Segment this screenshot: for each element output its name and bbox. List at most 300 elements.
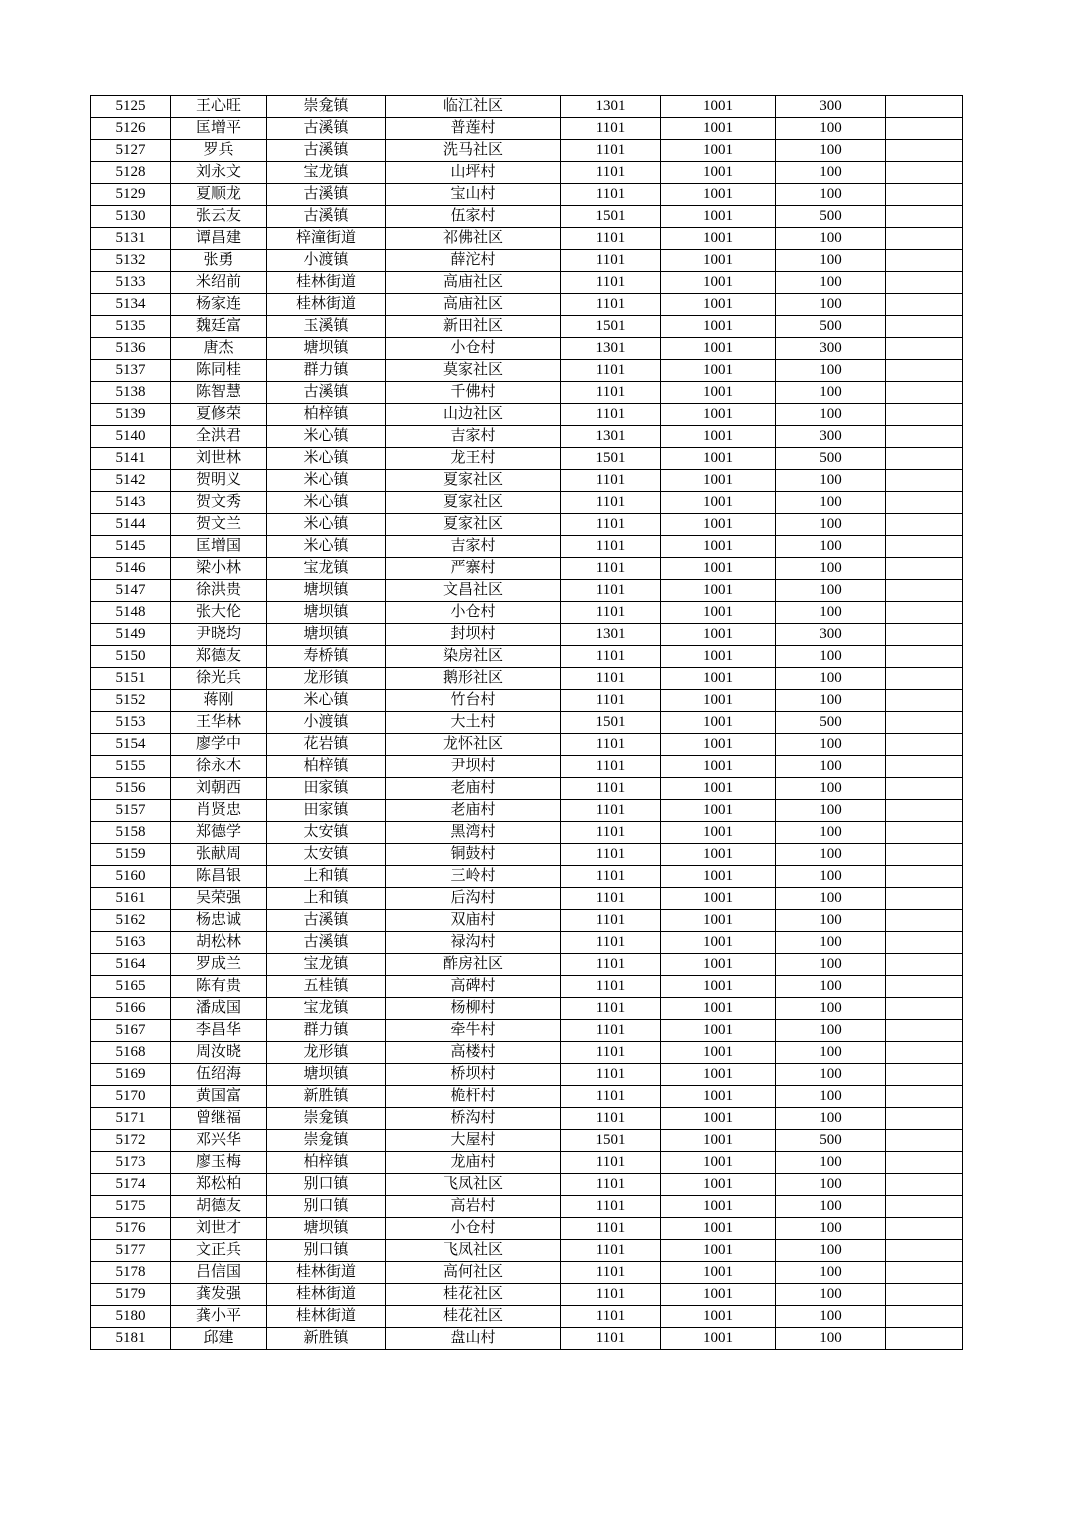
table-cell-village: 桂花社区 xyxy=(386,1306,561,1328)
table-cell-amount1: 1101 xyxy=(561,932,661,954)
table-cell-town: 米心镇 xyxy=(267,536,386,558)
table-cell-id: 5150 xyxy=(91,646,171,668)
table-cell-amount1: 1101 xyxy=(561,184,661,206)
table-cell-amount1: 1101 xyxy=(561,536,661,558)
table-cell-id: 5173 xyxy=(91,1152,171,1174)
table-cell-amount2: 1001 xyxy=(661,1196,776,1218)
table-row xyxy=(91,250,963,272)
table-row xyxy=(91,822,963,844)
table-row xyxy=(91,998,963,1020)
table-cell-amount1: 1101 xyxy=(561,1240,661,1262)
table-cell-amount3: 100 xyxy=(776,382,886,404)
table-cell-village: 伍家村 xyxy=(386,206,561,228)
table-cell-town: 崇龛镇 xyxy=(267,1130,386,1152)
table-cell-id: 5164 xyxy=(91,954,171,976)
table-cell-amount3: 100 xyxy=(776,404,886,426)
table-cell-amount1: 1301 xyxy=(561,96,661,118)
table-cell-amount1: 1101 xyxy=(561,294,661,316)
table-cell-blank xyxy=(886,206,963,228)
table-cell-amount3: 100 xyxy=(776,580,886,602)
table-cell-village: 山边社区 xyxy=(386,404,561,426)
table-cell-id: 5172 xyxy=(91,1130,171,1152)
table-cell-town: 古溪镇 xyxy=(267,118,386,140)
table-row xyxy=(91,800,963,822)
table-cell-blank xyxy=(886,1108,963,1130)
table-cell-town: 小渡镇 xyxy=(267,250,386,272)
table-cell-amount3: 100 xyxy=(776,800,886,822)
table-cell-blank xyxy=(886,360,963,382)
table-cell-blank xyxy=(886,866,963,888)
table-cell-town: 别口镇 xyxy=(267,1196,386,1218)
table-cell-blank xyxy=(886,844,963,866)
table-cell-town: 柏梓镇 xyxy=(267,1152,386,1174)
table-cell-village: 高楼村 xyxy=(386,1042,561,1064)
table-cell-amount3: 100 xyxy=(776,998,886,1020)
table-cell-amount1: 1101 xyxy=(561,1020,661,1042)
table-cell-name: 曾继福 xyxy=(171,1108,267,1130)
table-cell-village: 飞凤社区 xyxy=(386,1240,561,1262)
table-cell-amount2: 1001 xyxy=(661,1240,776,1262)
table-cell-name: 黄国富 xyxy=(171,1086,267,1108)
table-cell-town: 崇龛镇 xyxy=(267,1108,386,1130)
table-row xyxy=(91,888,963,910)
table-cell-name: 贺文秀 xyxy=(171,492,267,514)
table-cell-town: 新胜镇 xyxy=(267,1328,386,1350)
table-cell-amount3: 500 xyxy=(776,448,886,470)
table-cell-amount3: 300 xyxy=(776,426,886,448)
table-cell-id: 5166 xyxy=(91,998,171,1020)
table-row xyxy=(91,162,963,184)
table-cell-amount2: 1001 xyxy=(661,734,776,756)
table-cell-amount2: 1001 xyxy=(661,976,776,998)
table-cell-amount2: 1001 xyxy=(661,404,776,426)
table-cell-town: 塘坝镇 xyxy=(267,1218,386,1240)
table-cell-amount1: 1101 xyxy=(561,1152,661,1174)
table-cell-amount2: 1001 xyxy=(661,558,776,580)
table-row xyxy=(91,844,963,866)
table-row xyxy=(91,1130,963,1152)
table-cell-town: 桂林街道 xyxy=(267,272,386,294)
table-cell-town: 群力镇 xyxy=(267,360,386,382)
table-cell-amount3: 300 xyxy=(776,96,886,118)
table-cell-blank xyxy=(886,932,963,954)
table-cell-amount3: 100 xyxy=(776,1284,886,1306)
table-cell-village: 吉家村 xyxy=(386,426,561,448)
table-cell-blank xyxy=(886,184,963,206)
table-cell-name: 郑德友 xyxy=(171,646,267,668)
table-cell-town: 崇龛镇 xyxy=(267,96,386,118)
table-cell-town: 柏梓镇 xyxy=(267,756,386,778)
table-cell-id: 5165 xyxy=(91,976,171,998)
table-cell-amount3: 100 xyxy=(776,140,886,162)
table-cell-town: 宝龙镇 xyxy=(267,998,386,1020)
table-cell-amount2: 1001 xyxy=(661,668,776,690)
table-cell-amount3: 100 xyxy=(776,492,886,514)
table-cell-amount2: 1001 xyxy=(661,1130,776,1152)
table-row xyxy=(91,976,963,998)
table-cell-village: 小仓村 xyxy=(386,602,561,624)
table-cell-amount1: 1101 xyxy=(561,1262,661,1284)
table-cell-village: 三岭村 xyxy=(386,866,561,888)
table-cell-amount3: 100 xyxy=(776,250,886,272)
table-cell-name: 肖贤忠 xyxy=(171,800,267,822)
table-cell-village: 酢房社区 xyxy=(386,954,561,976)
table-cell-town: 别口镇 xyxy=(267,1174,386,1196)
table-cell-name: 张大伦 xyxy=(171,602,267,624)
table-cell-name: 张云友 xyxy=(171,206,267,228)
table-cell-name: 杨忠诚 xyxy=(171,910,267,932)
table-row xyxy=(91,1020,963,1042)
table-row xyxy=(91,580,963,602)
table-cell-amount2: 1001 xyxy=(661,1262,776,1284)
table-cell-name: 郑德学 xyxy=(171,822,267,844)
table-cell-amount1: 1101 xyxy=(561,800,661,822)
table-cell-blank xyxy=(886,822,963,844)
table-cell-amount2: 1001 xyxy=(661,888,776,910)
table-cell-blank xyxy=(886,162,963,184)
table-row xyxy=(91,624,963,646)
table-cell-village: 祁佛社区 xyxy=(386,228,561,250)
table-cell-id: 5162 xyxy=(91,910,171,932)
table-cell-village: 后沟村 xyxy=(386,888,561,910)
table-cell-amount1: 1101 xyxy=(561,250,661,272)
table-cell-amount2: 1001 xyxy=(661,382,776,404)
table-cell-village: 莫家社区 xyxy=(386,360,561,382)
table-cell-name: 邱建 xyxy=(171,1328,267,1350)
table-cell-amount3: 300 xyxy=(776,624,886,646)
table-cell-name: 廖玉梅 xyxy=(171,1152,267,1174)
table-cell-amount2: 1001 xyxy=(661,96,776,118)
table-cell-blank xyxy=(886,1284,963,1306)
table-cell-village: 宝山村 xyxy=(386,184,561,206)
table-cell-id: 5158 xyxy=(91,822,171,844)
table-cell-id: 5146 xyxy=(91,558,171,580)
table-cell-name: 徐洪贵 xyxy=(171,580,267,602)
table-cell-village: 夏家社区 xyxy=(386,514,561,536)
table-cell-name: 吴荣强 xyxy=(171,888,267,910)
table-cell-town: 太安镇 xyxy=(267,844,386,866)
table-cell-amount1: 1101 xyxy=(561,1306,661,1328)
table-row xyxy=(91,316,963,338)
table-cell-amount2: 1001 xyxy=(661,646,776,668)
table-cell-id: 5131 xyxy=(91,228,171,250)
table-row xyxy=(91,184,963,206)
table-cell-town: 龙形镇 xyxy=(267,1042,386,1064)
table-cell-name: 文正兵 xyxy=(171,1240,267,1262)
table-row xyxy=(91,646,963,668)
table-cell-amount2: 1001 xyxy=(661,1152,776,1174)
table-cell-id: 5148 xyxy=(91,602,171,624)
table-cell-town: 别口镇 xyxy=(267,1240,386,1262)
table-cell-amount1: 1301 xyxy=(561,426,661,448)
table-cell-name: 夏顺龙 xyxy=(171,184,267,206)
table-cell-name: 周汝晓 xyxy=(171,1042,267,1064)
table-cell-name: 全洪君 xyxy=(171,426,267,448)
table-cell-name: 伍绍海 xyxy=(171,1064,267,1086)
table-row xyxy=(91,492,963,514)
table-cell-village: 桥沟村 xyxy=(386,1108,561,1130)
table-cell-town: 太安镇 xyxy=(267,822,386,844)
table-cell-town: 群力镇 xyxy=(267,1020,386,1042)
table-cell-id: 5154 xyxy=(91,734,171,756)
table-cell-amount2: 1001 xyxy=(661,1020,776,1042)
table-cell-village: 千佛村 xyxy=(386,382,561,404)
table-cell-town: 寿桥镇 xyxy=(267,646,386,668)
table-cell-amount2: 1001 xyxy=(661,580,776,602)
table-row xyxy=(91,118,963,140)
table-cell-name: 尹晓均 xyxy=(171,624,267,646)
table-cell-id: 5152 xyxy=(91,690,171,712)
table-cell-amount1: 1101 xyxy=(561,888,661,910)
table-row xyxy=(91,1328,963,1350)
table-row xyxy=(91,668,963,690)
table-row xyxy=(91,1218,963,1240)
table-cell-amount3: 100 xyxy=(776,1174,886,1196)
table-cell-amount2: 1001 xyxy=(661,1086,776,1108)
table-cell-name: 李昌华 xyxy=(171,1020,267,1042)
table-cell-name: 陈同桂 xyxy=(171,360,267,382)
table-cell-amount2: 1001 xyxy=(661,1284,776,1306)
table-cell-id: 5177 xyxy=(91,1240,171,1262)
table-cell-name: 谭昌建 xyxy=(171,228,267,250)
table-cell-blank xyxy=(886,1130,963,1152)
table-cell-amount3: 100 xyxy=(776,822,886,844)
table-cell-blank xyxy=(886,1042,963,1064)
table-cell-blank xyxy=(886,536,963,558)
table-cell-id: 5143 xyxy=(91,492,171,514)
table-cell-town: 梓潼街道 xyxy=(267,228,386,250)
table-cell-amount3: 100 xyxy=(776,1020,886,1042)
table-cell-town: 米心镇 xyxy=(267,492,386,514)
table-cell-amount1: 1101 xyxy=(561,558,661,580)
table-cell-village: 鹅形社区 xyxy=(386,668,561,690)
table-cell-amount1: 1101 xyxy=(561,1108,661,1130)
table-cell-blank xyxy=(886,646,963,668)
table-cell-amount3: 100 xyxy=(776,690,886,712)
table-cell-amount2: 1001 xyxy=(661,492,776,514)
table-cell-amount2: 1001 xyxy=(661,778,776,800)
table-cell-name: 徐光兵 xyxy=(171,668,267,690)
table-cell-town: 田家镇 xyxy=(267,778,386,800)
table-cell-amount2: 1001 xyxy=(661,184,776,206)
table-cell-village: 夏家社区 xyxy=(386,470,561,492)
table-cell-amount2: 1001 xyxy=(661,118,776,140)
table-cell-id: 5132 xyxy=(91,250,171,272)
table-cell-id: 5142 xyxy=(91,470,171,492)
table-cell-amount3: 300 xyxy=(776,338,886,360)
table-cell-amount1: 1101 xyxy=(561,272,661,294)
table-cell-blank xyxy=(886,712,963,734)
table-row xyxy=(91,1262,963,1284)
table-cell-amount2: 1001 xyxy=(661,536,776,558)
table-cell-amount3: 100 xyxy=(776,1218,886,1240)
table-cell-blank xyxy=(886,756,963,778)
table-cell-amount2: 1001 xyxy=(661,140,776,162)
table-cell-name: 邓兴华 xyxy=(171,1130,267,1152)
table-cell-name: 胡松林 xyxy=(171,932,267,954)
table-cell-name: 吕信国 xyxy=(171,1262,267,1284)
table-cell-name: 刘世林 xyxy=(171,448,267,470)
table-cell-town: 花岩镇 xyxy=(267,734,386,756)
table-cell-id: 5133 xyxy=(91,272,171,294)
table-cell-amount2: 1001 xyxy=(661,1064,776,1086)
table-row xyxy=(91,1064,963,1086)
table-cell-amount1: 1301 xyxy=(561,624,661,646)
table-cell-town: 桂林街道 xyxy=(267,294,386,316)
table-cell-blank xyxy=(886,426,963,448)
table-cell-amount3: 100 xyxy=(776,294,886,316)
table-row xyxy=(91,206,963,228)
table-row xyxy=(91,426,963,448)
table-cell-amount3: 100 xyxy=(776,162,886,184)
table-cell-amount1: 1101 xyxy=(561,382,661,404)
table-cell-name: 匡增平 xyxy=(171,118,267,140)
table-cell-amount1: 1101 xyxy=(561,756,661,778)
table-cell-amount2: 1001 xyxy=(661,624,776,646)
table-cell-amount3: 500 xyxy=(776,206,886,228)
table-cell-blank xyxy=(886,668,963,690)
table-row xyxy=(91,1306,963,1328)
table-cell-id: 5160 xyxy=(91,866,171,888)
table-cell-village: 严寨村 xyxy=(386,558,561,580)
table-cell-town: 宝龙镇 xyxy=(267,162,386,184)
table-cell-amount3: 100 xyxy=(776,954,886,976)
table-cell-amount1: 1101 xyxy=(561,1174,661,1196)
table-cell-blank xyxy=(886,1020,963,1042)
table-cell-village: 双庙村 xyxy=(386,910,561,932)
table-cell-amount2: 1001 xyxy=(661,844,776,866)
table-cell-id: 5141 xyxy=(91,448,171,470)
table-cell-amount2: 1001 xyxy=(661,1042,776,1064)
table-cell-id: 5156 xyxy=(91,778,171,800)
table-cell-amount3: 100 xyxy=(776,976,886,998)
table-cell-amount2: 1001 xyxy=(661,756,776,778)
table-cell-amount2: 1001 xyxy=(661,998,776,1020)
table-cell-amount3: 100 xyxy=(776,118,886,140)
table-cell-blank xyxy=(886,558,963,580)
table-cell-amount1: 1101 xyxy=(561,690,661,712)
table-cell-village: 老庙村 xyxy=(386,778,561,800)
table-row xyxy=(91,1108,963,1130)
table-cell-blank xyxy=(886,338,963,360)
table-cell-amount2: 1001 xyxy=(661,514,776,536)
table-cell-amount1: 1101 xyxy=(561,734,661,756)
table-cell-blank xyxy=(886,1064,963,1086)
table-cell-amount3: 100 xyxy=(776,536,886,558)
table-cell-blank xyxy=(886,1196,963,1218)
table-cell-amount1: 1101 xyxy=(561,1196,661,1218)
table-cell-amount3: 100 xyxy=(776,1240,886,1262)
table-cell-name: 王心旺 xyxy=(171,96,267,118)
table-cell-town: 桂林街道 xyxy=(267,1262,386,1284)
table-cell-blank xyxy=(886,580,963,602)
table-cell-town: 古溪镇 xyxy=(267,140,386,162)
table-cell-town: 塘坝镇 xyxy=(267,602,386,624)
table-cell-amount1: 1501 xyxy=(561,316,661,338)
table-cell-amount1: 1101 xyxy=(561,1284,661,1306)
table-cell-name: 胡德友 xyxy=(171,1196,267,1218)
table-cell-amount2: 1001 xyxy=(661,690,776,712)
table-cell-amount1: 1101 xyxy=(561,580,661,602)
table-cell-village: 铜鼓村 xyxy=(386,844,561,866)
table-cell-amount2: 1001 xyxy=(661,470,776,492)
table-cell-town: 米心镇 xyxy=(267,690,386,712)
table-cell-name: 贺文兰 xyxy=(171,514,267,536)
table-cell-amount3: 100 xyxy=(776,360,886,382)
table-cell-village: 小仓村 xyxy=(386,1218,561,1240)
table-cell-name: 陈有贵 xyxy=(171,976,267,998)
table-cell-name: 贺明义 xyxy=(171,470,267,492)
table-cell-amount1: 1101 xyxy=(561,228,661,250)
table-cell-amount1: 1101 xyxy=(561,1086,661,1108)
table-cell-town: 古溪镇 xyxy=(267,910,386,932)
table-cell-id: 5175 xyxy=(91,1196,171,1218)
table-cell-amount3: 100 xyxy=(776,668,886,690)
table-cell-amount3: 100 xyxy=(776,888,886,910)
table-cell-blank xyxy=(886,492,963,514)
table-cell-amount2: 1001 xyxy=(661,1218,776,1240)
table-cell-id: 5168 xyxy=(91,1042,171,1064)
table-cell-blank xyxy=(886,998,963,1020)
table-cell-village: 禄沟村 xyxy=(386,932,561,954)
table-cell-amount3: 100 xyxy=(776,1328,886,1350)
table-cell-blank xyxy=(886,448,963,470)
table-cell-blank xyxy=(886,800,963,822)
table-cell-blank xyxy=(886,250,963,272)
table-cell-amount2: 1001 xyxy=(661,250,776,272)
table-cell-id: 5125 xyxy=(91,96,171,118)
table-cell-name: 梁小林 xyxy=(171,558,267,580)
table-cell-village: 大屋村 xyxy=(386,1130,561,1152)
table-cell-amount1: 1101 xyxy=(561,118,661,140)
table-cell-id: 5153 xyxy=(91,712,171,734)
table-cell-name: 龚发强 xyxy=(171,1284,267,1306)
table-cell-id: 5127 xyxy=(91,140,171,162)
table-cell-amount2: 1001 xyxy=(661,932,776,954)
table-cell-amount2: 1001 xyxy=(661,822,776,844)
table-cell-amount3: 100 xyxy=(776,1306,886,1328)
table-cell-name: 刘朝西 xyxy=(171,778,267,800)
table-cell-blank xyxy=(886,690,963,712)
table-cell-blank xyxy=(886,624,963,646)
table-cell-village: 竹台村 xyxy=(386,690,561,712)
table-cell-amount1: 1101 xyxy=(561,844,661,866)
table-cell-name: 郑松柏 xyxy=(171,1174,267,1196)
table-row xyxy=(91,228,963,250)
table-row xyxy=(91,1240,963,1262)
table-cell-village: 高碑村 xyxy=(386,976,561,998)
table-row xyxy=(91,558,963,580)
table-cell-town: 上和镇 xyxy=(267,866,386,888)
table-cell-amount3: 100 xyxy=(776,1196,886,1218)
table-cell-town: 柏梓镇 xyxy=(267,404,386,426)
table-cell-amount2: 1001 xyxy=(661,206,776,228)
table-cell-name: 罗成兰 xyxy=(171,954,267,976)
table-cell-village: 龙庙村 xyxy=(386,1152,561,1174)
table-cell-amount1: 1101 xyxy=(561,822,661,844)
table-cell-amount1: 1101 xyxy=(561,866,661,888)
table-row xyxy=(91,272,963,294)
table-cell-amount2: 1001 xyxy=(661,602,776,624)
table-cell-blank xyxy=(886,382,963,404)
table-cell-amount3: 100 xyxy=(776,778,886,800)
table-cell-amount1: 1101 xyxy=(561,602,661,624)
table-row xyxy=(91,294,963,316)
table-cell-id: 5179 xyxy=(91,1284,171,1306)
table-cell-id: 5134 xyxy=(91,294,171,316)
table-cell-town: 桂林街道 xyxy=(267,1306,386,1328)
table-cell-amount3: 100 xyxy=(776,932,886,954)
